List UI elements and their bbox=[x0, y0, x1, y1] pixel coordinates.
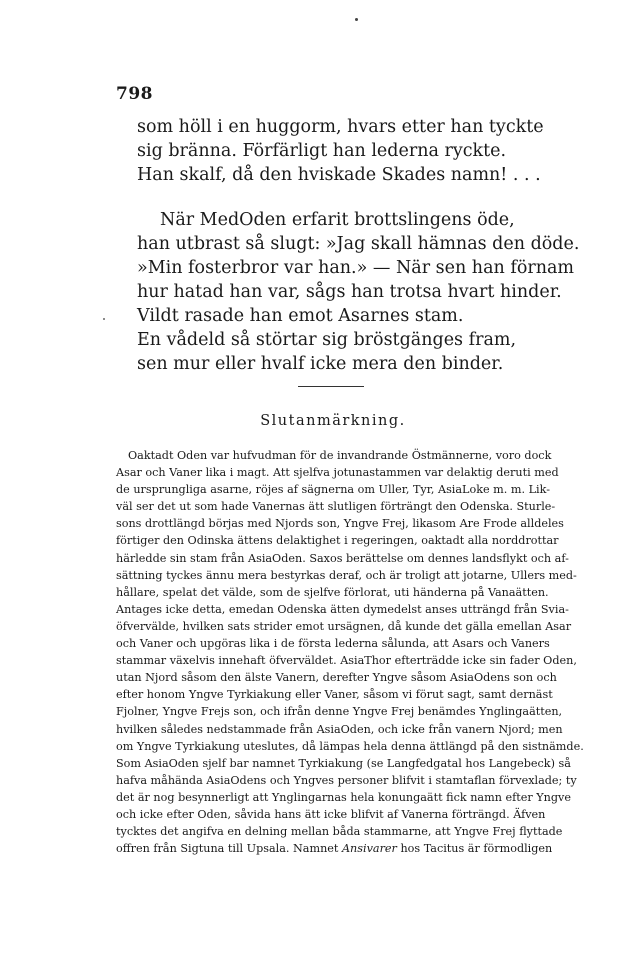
verse-line: som höll i en huggorm, hvars etter han tyckte bbox=[137, 117, 544, 137]
verse-line: »Min fosterbror var han.» — När sen han förnam bbox=[137, 258, 575, 278]
note-line: hafva måhända AsiaOdens och Yngves personer blifvit i stamtaflan förvexlade; ty bbox=[116, 773, 577, 787]
note-line: Antages icke detta, emedan Odenska ätten dymedelst anses utträngd från Svia- bbox=[116, 602, 569, 616]
note-line: hvilken således nedstammade från AsiaOden, och icke från vanern Njord; men bbox=[116, 722, 563, 736]
note-line: hållare, spelat det välde, som de sjelfve förlorat, uti händerna på Vanaätten. bbox=[116, 585, 549, 599]
verse-line: När MedOden erfarit brottslingens öde, bbox=[160, 210, 515, 230]
verse-line: han utbrast så slugt: »Jag skall hämnas den döde. bbox=[137, 234, 580, 254]
page-number: 798 bbox=[116, 84, 153, 104]
note-line: utan Njord såsom den älste Vanern, derefter Yngve såsom AsiaOdens son och bbox=[116, 671, 557, 685]
note-line: öfverväldе, hvilken sats strider emot ursägnen, då kunde det gälla emellan Asar bbox=[116, 619, 572, 633]
note-line: om Yngve Tyrkiakung uteslutes, då lämpas hela denna ättlängd på den sistnämde. bbox=[116, 739, 584, 753]
verse-line: sen mur eller hvalf icke mera den binder. bbox=[137, 354, 504, 374]
margin-speck bbox=[103, 318, 105, 320]
note-line: Fjolner, Yngve Frejs son, och ifrån denne Yngve Frej benämdes Ynglingaätten, bbox=[116, 705, 563, 719]
note-line: efter honom Yngve Tyrkiakung eller Vaner, såsom vi förut sagt, samt dernäst bbox=[116, 688, 553, 702]
note-line: tycktes det angifva en delning mellan båda stammarne, att Yngve Frej flyttade bbox=[116, 825, 563, 839]
note-line: sons drottlängd börjas med Njords son, Yngve Frej, likasom Are Frode alldeles bbox=[116, 517, 564, 531]
note-line: härledde sin stam från AsiaOden. Saxos berättelse om dennes landsflykt och af- bbox=[116, 551, 569, 565]
note-line-end: hos Tacitus är förmodligen bbox=[400, 842, 553, 856]
note-line: de ursprungliga asarne, röjes af sägnerna om Uller, Tyr, AsiaLoke m. m. Lik- bbox=[116, 483, 550, 497]
note-line: och Vaner och upgöras lika i de första lederna sålunda, att Asars och Vaners bbox=[116, 637, 550, 651]
verse-line: Vildt rasade han emot Asarnes stam. bbox=[137, 306, 464, 326]
verse-line: sig bränna. Förfärligt han lederna ryckte. bbox=[137, 141, 507, 161]
italic-word: Ansivarer bbox=[341, 842, 397, 856]
verse-line: Han skalf, då den hviskade Skades namn! . . . bbox=[137, 165, 541, 185]
note-line-start: offren från Sigtuna till Upsala. Namnet bbox=[116, 842, 339, 856]
note-line: det är nog besynnerligt att Ynglingarnas hela konungaätt fick namn efter Yngve bbox=[116, 790, 571, 804]
note-line: Oaktadt Oden var hufvudman för de invandrande Östmännerne, voro dock bbox=[128, 449, 552, 462]
note-line: och icke efter Oden, såvida hans ätt icke blifvit af Vanerna förträngd. Äfven bbox=[116, 807, 546, 821]
note-line: stammar växelvis innehaft öfverväldet. AsiaThor efterträdde icke sin fader Oden, bbox=[116, 654, 577, 668]
note-last-line bbox=[116, 840, 553, 857]
verse-line: En vådeld så störtar sig bröstgänges fram, bbox=[137, 330, 517, 350]
note-line: förtiger den Odinska ättens delaktighet i regeringen, oaktadt alla norddrottar bbox=[116, 534, 559, 548]
note-line: Asar och Vaner lika i magt. Att sjelfva jotunastammen var delaktig deruti med bbox=[116, 466, 559, 480]
section-title: Slutanmärkning. bbox=[260, 413, 406, 429]
verse-line: hur hatad han var, sågs han trotsa hvart hinder. bbox=[137, 282, 562, 302]
note-line: Som AsiaOden sjelf bar namnet Tyrkiakung (se Langfedgatal hos Langebeck) så bbox=[116, 756, 571, 770]
note-line: sättning tyckes ännu mera bestyrkas deraf, och är troligt att jotarne, Ullers med- bbox=[116, 568, 577, 582]
closing-note bbox=[116, 447, 584, 857]
note-line: väl ser det ut som hade Vanernas ätt slutligen förträngt den Odenska. Sturle- bbox=[116, 500, 556, 514]
section-divider bbox=[298, 386, 364, 387]
ink-speck bbox=[355, 18, 358, 21]
